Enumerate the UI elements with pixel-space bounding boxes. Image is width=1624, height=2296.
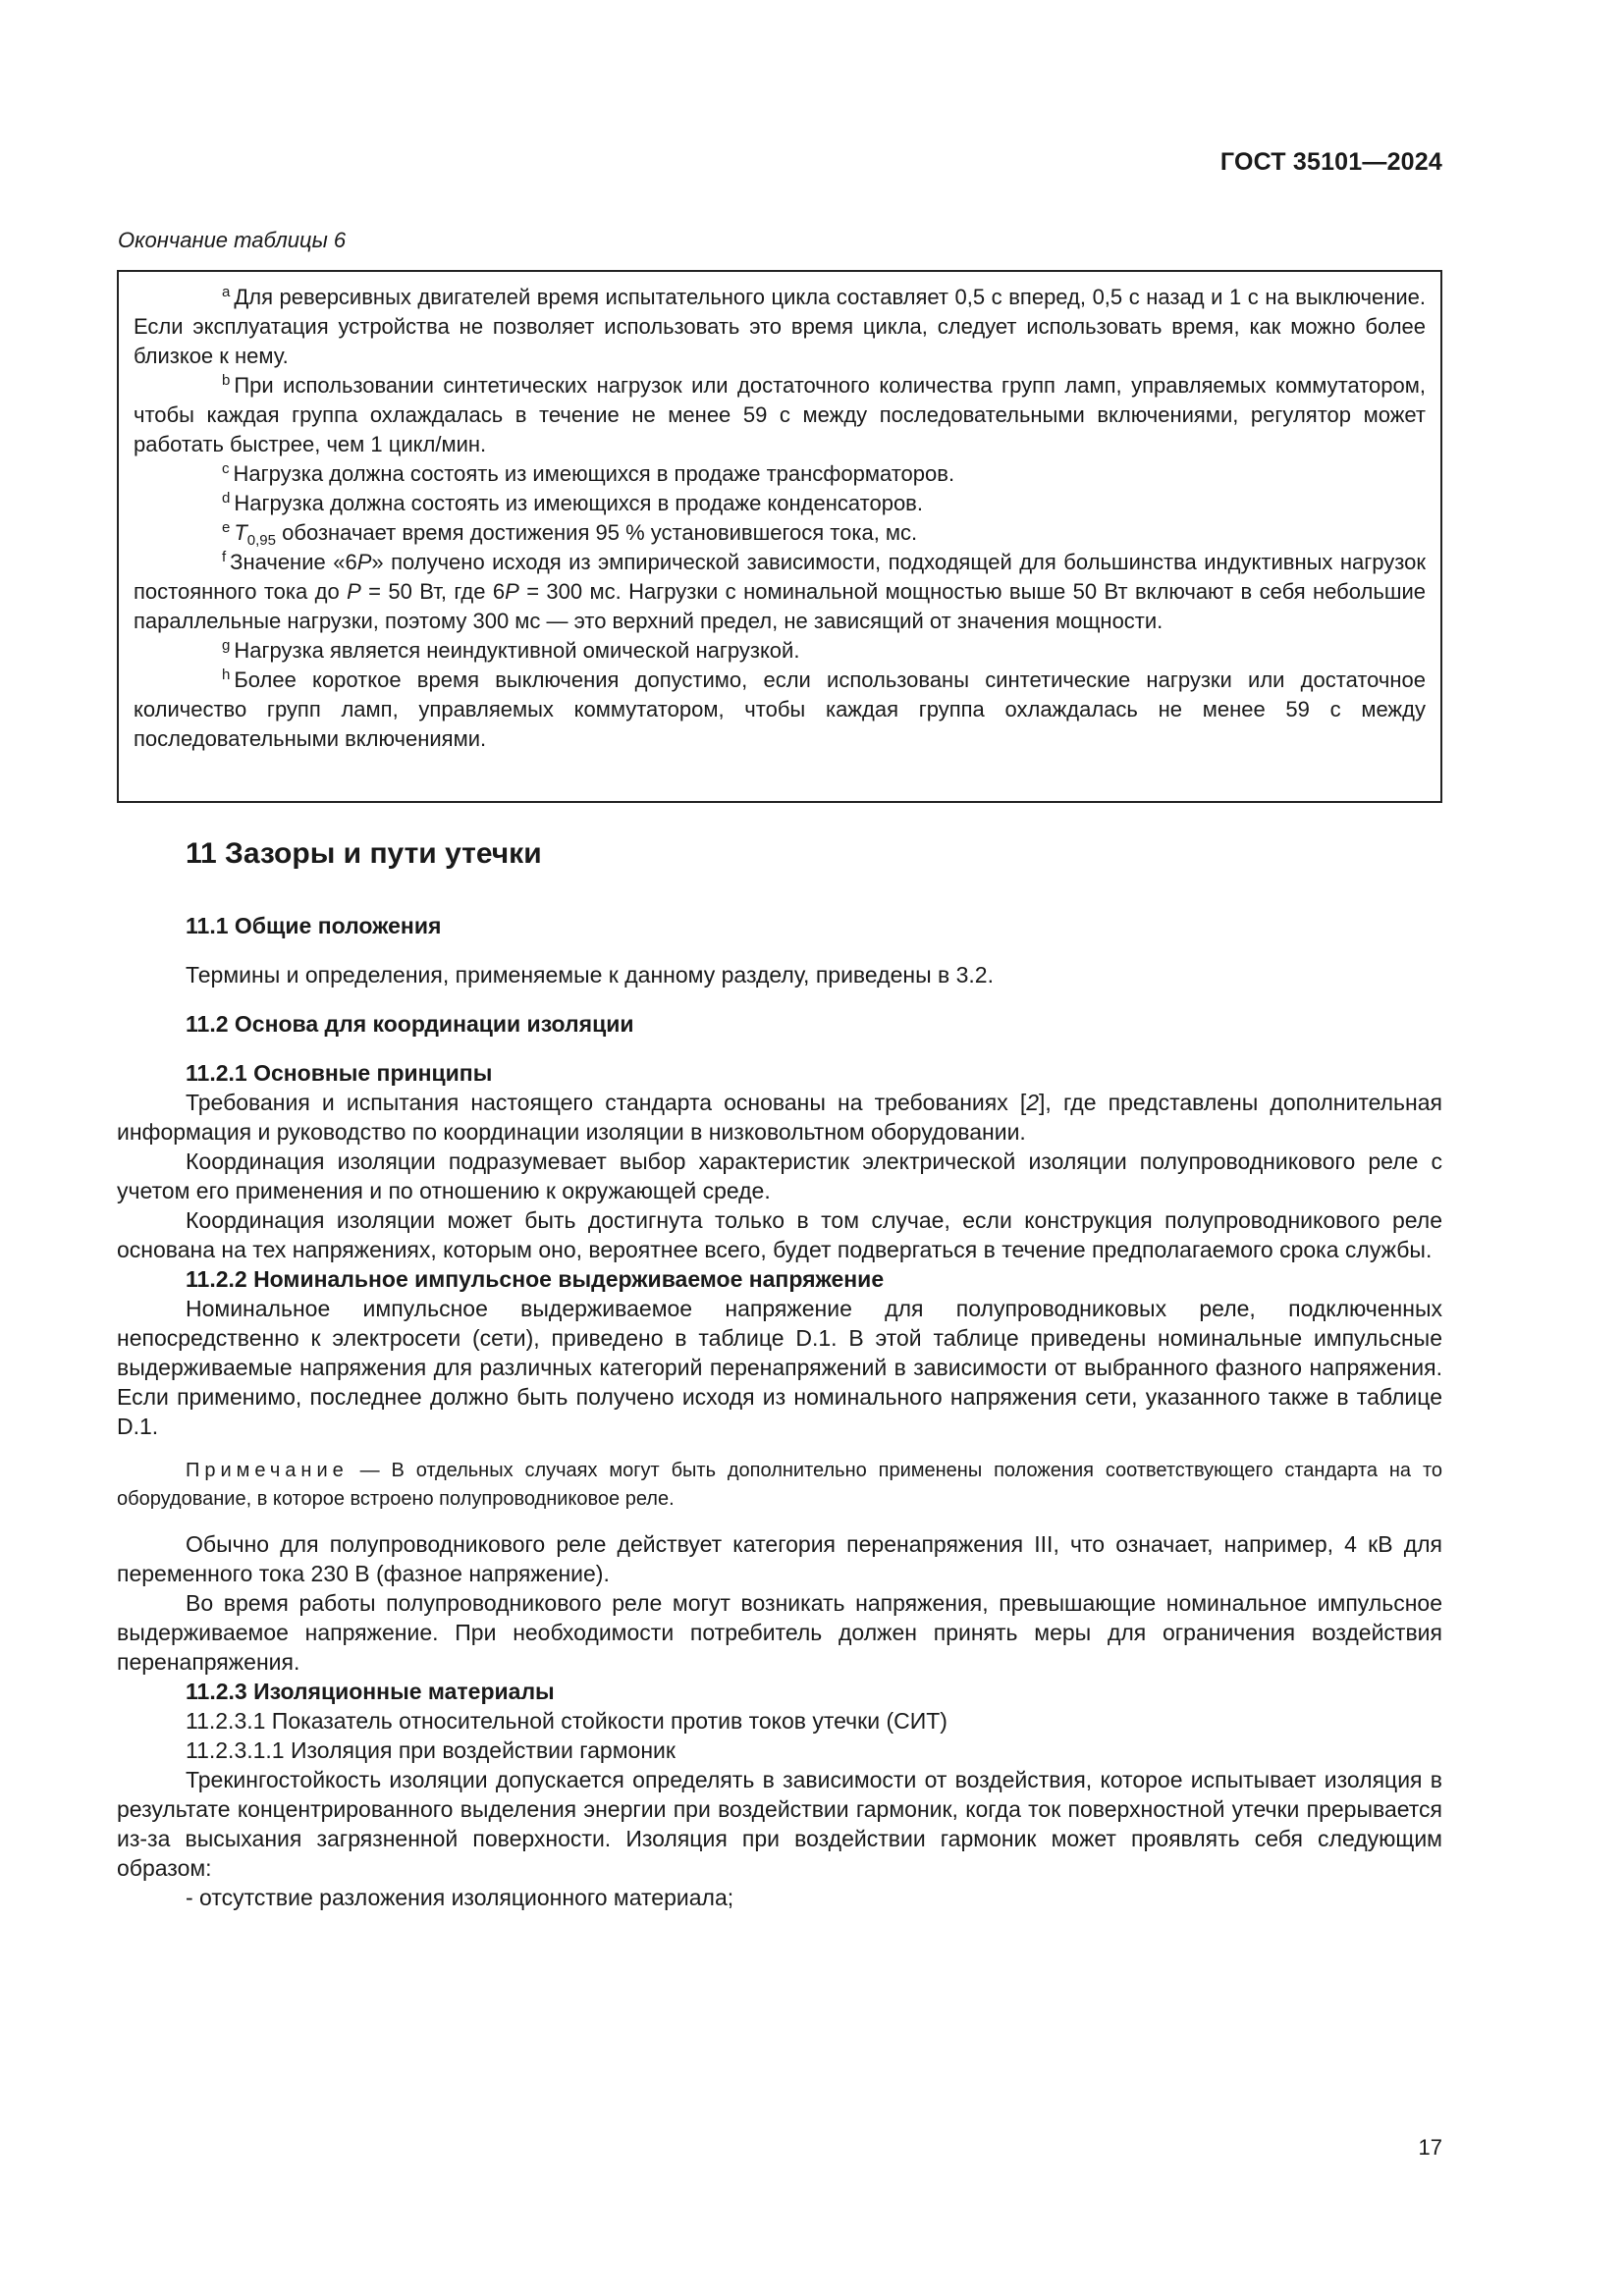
subsection-11-2-heading: 11.2 Основа для координации изоляции: [186, 1011, 634, 1037]
section-heading: 11 Зазоры и пути утечки: [186, 837, 542, 870]
footnote-text: Нагрузка должна состоять из имеющихся в продаже конденсаторов.: [234, 491, 923, 515]
page-number: 17: [1418, 2135, 1442, 2160]
subsection-11-1-heading: 11.1 Общие положения: [186, 913, 442, 938]
sub-clause-heading: 11.2.3.1.1 Изоляция при воздействии гармоник: [186, 1737, 676, 1763]
paragraph: Координация изоляции может быть достигнута только в том случае, если конструкция полупроводникового реле основана на тех напряжениях, которым оно, вероятнее всего, будет подвергаться в течение предполагаемого срока службы.: [117, 1207, 1442, 1262]
paragraph: Трекингостойкость изоляции допускается определять в зависимости от воздействия, которое испытывает изоляция в результате концентрированного выделения энергии при воздействии гармоник, когда ток поверхностной утечки прерывается из-за высыхания загрязненной поверхности. Изоляция при воздействии гармоник может проявлять себя следующим образом:: [117, 1767, 1442, 1881]
paragraph: [117, 1088, 1442, 1147]
footnote-variable: P: [505, 579, 519, 604]
footnote-text-part: = 300 мс. Нагрузки с номинальной мощностью выше 50 Вт включают в себя небольшие параллельные нагрузки, поэтому 300 мс — это верхний предел, не зависящий от значения мощности.: [134, 579, 1426, 633]
footnote-symbol: T: [234, 520, 247, 545]
footnote-a: [134, 283, 1426, 371]
footnote-text: Более короткое время выключения допустимо, если использованы синтетические нагрузки или достаточное количество групп ламп, управляемых коммутатором, чтобы каждая группа охлаждалась не менее 59 с между последовательными включениями.: [134, 667, 1426, 751]
paragraph-text: Требования и испытания настоящего стандарта основаны на требованиях [: [186, 1090, 1027, 1115]
footnote-text-part: » получено исходя из эмпирической зависимости, подходящей для большинства индуктивных нагрузок постоянного тока до: [134, 550, 1426, 604]
footnote-h: [134, 666, 1426, 754]
note-text: — В отдельных случаях могут быть дополнительно применены положения соответствующего стандарта на то оборудование, в которое встроено полупроводниковое реле.: [117, 1460, 1443, 1510]
list-item: - отсутствие разложения изоляционного материала;: [186, 1885, 734, 1910]
paragraph: Номинальное импульсное выдерживаемое напряжение для полупроводниковых реле, подключенных непосредственно к электросети (сети), приведено в таблице D.1. В этой таблице приведены номинальные импульсные выдерживаемые напряжения для различных категорий перенапряжений в зависимости от выбранного фазного напряжения. Если применимо, последнее должно быть получено исходя из номинального напряжения сети, указанного также в таблице D.1.: [117, 1296, 1442, 1439]
footnote-subscript: 0,95: [246, 532, 276, 549]
subsection-11-2-2-heading: 11.2.2 Номинальное импульсное выдерживаемое напряжение: [186, 1266, 885, 1292]
footnote-e: [134, 518, 1426, 548]
footnote-b: [134, 371, 1426, 459]
footnote-variable: P: [356, 550, 372, 574]
paragraph: Координация изоляции подразумевает выбор характеристик электрической изоляции полупроводникового реле с учетом его применения и по отношению к окружающей среде.: [117, 1148, 1442, 1203]
footnote-mark: f: [222, 549, 227, 565]
table-continuation-caption: Окончание таблицы 6: [118, 228, 347, 252]
bibliography-reference: 2: [1026, 1090, 1040, 1115]
section-11-body: [117, 839, 1442, 1912]
footnote-mark: b: [222, 372, 231, 389]
footnote-text: Нагрузка является неиндуктивной омической нагрузкой.: [234, 638, 800, 663]
sub-clause-heading: 11.2.3.1 Показатель относительной стойкости против токов утечки (СИТ): [186, 1708, 947, 1734]
document-header-id: ГОСТ 35101—2024: [1219, 148, 1442, 176]
footnote-text: При использовании синтетических нагрузок или достаточного количества групп ламп, управляемых коммутатором, чтобы каждая группа охлаждалась в течение не менее 59 с между последовательными включениями, регулятор может работать быстрее, чем 1 цикл/мин.: [134, 373, 1426, 456]
footnote-mark: e: [222, 519, 231, 536]
note-label: Примечание: [186, 1460, 349, 1481]
subsection-11-2-3-heading: 11.2.3 Изоляционные материалы: [186, 1679, 555, 1704]
footnote-mark: d: [222, 490, 231, 507]
note-paragraph: [117, 1457, 1442, 1514]
footnote-mark: h: [222, 667, 231, 683]
footnote-text: Нагрузка должна состоять из имеющихся в продаже трансформаторов.: [233, 461, 955, 486]
footnote-text-part: = 50 Вт, где 6: [360, 579, 506, 604]
footnote-f: [134, 548, 1426, 636]
paragraph: Во время работы полупроводникового реле могут возникать напряжения, превышающие номинальное импульсное выдерживаемое напряжение. При необходимости потребитель должен принять меры для ограничения воздействия перенапряжения.: [117, 1590, 1442, 1675]
paragraph: Термины и определения, применяемые к данному разделу, приведены в 3.2.: [186, 962, 994, 988]
footnote-mark: g: [222, 637, 231, 654]
footnote-text: обозначает время достижения 95 % установившегося тока, мс.: [282, 520, 918, 545]
footnote-variable: P: [347, 579, 361, 604]
table-footnotes-box: [117, 270, 1442, 803]
footnote-text: Для реверсивных двигателей время испытательного цикла составляет 0,5 с вперед, 0,5 с назад и 1 с на выключение. Если эксплуатация устройства не позволяет использовать это время цикла, следует использовать время, как можно более близкое к нему.: [134, 285, 1426, 368]
footnote-d: [134, 489, 1426, 518]
footnote-text-part: Значение «6: [230, 550, 357, 574]
footnote-mark: c: [222, 460, 230, 477]
footnote-mark: a: [222, 284, 231, 300]
footnote-g: [134, 636, 1426, 666]
paragraph-text: ], где представлены дополнительная информация и руководство по координации изоляции в низковольтном оборудовании.: [117, 1090, 1442, 1145]
footnote-c: [134, 459, 1426, 489]
paragraph: Обычно для полупроводникового реле действует категория перенапряжения III, что означает, например, 4 кВ для переменного тока 230 В (фазное напряжение).: [117, 1531, 1442, 1586]
subsection-11-2-1-heading: 11.2.1 Основные принципы: [186, 1060, 493, 1086]
